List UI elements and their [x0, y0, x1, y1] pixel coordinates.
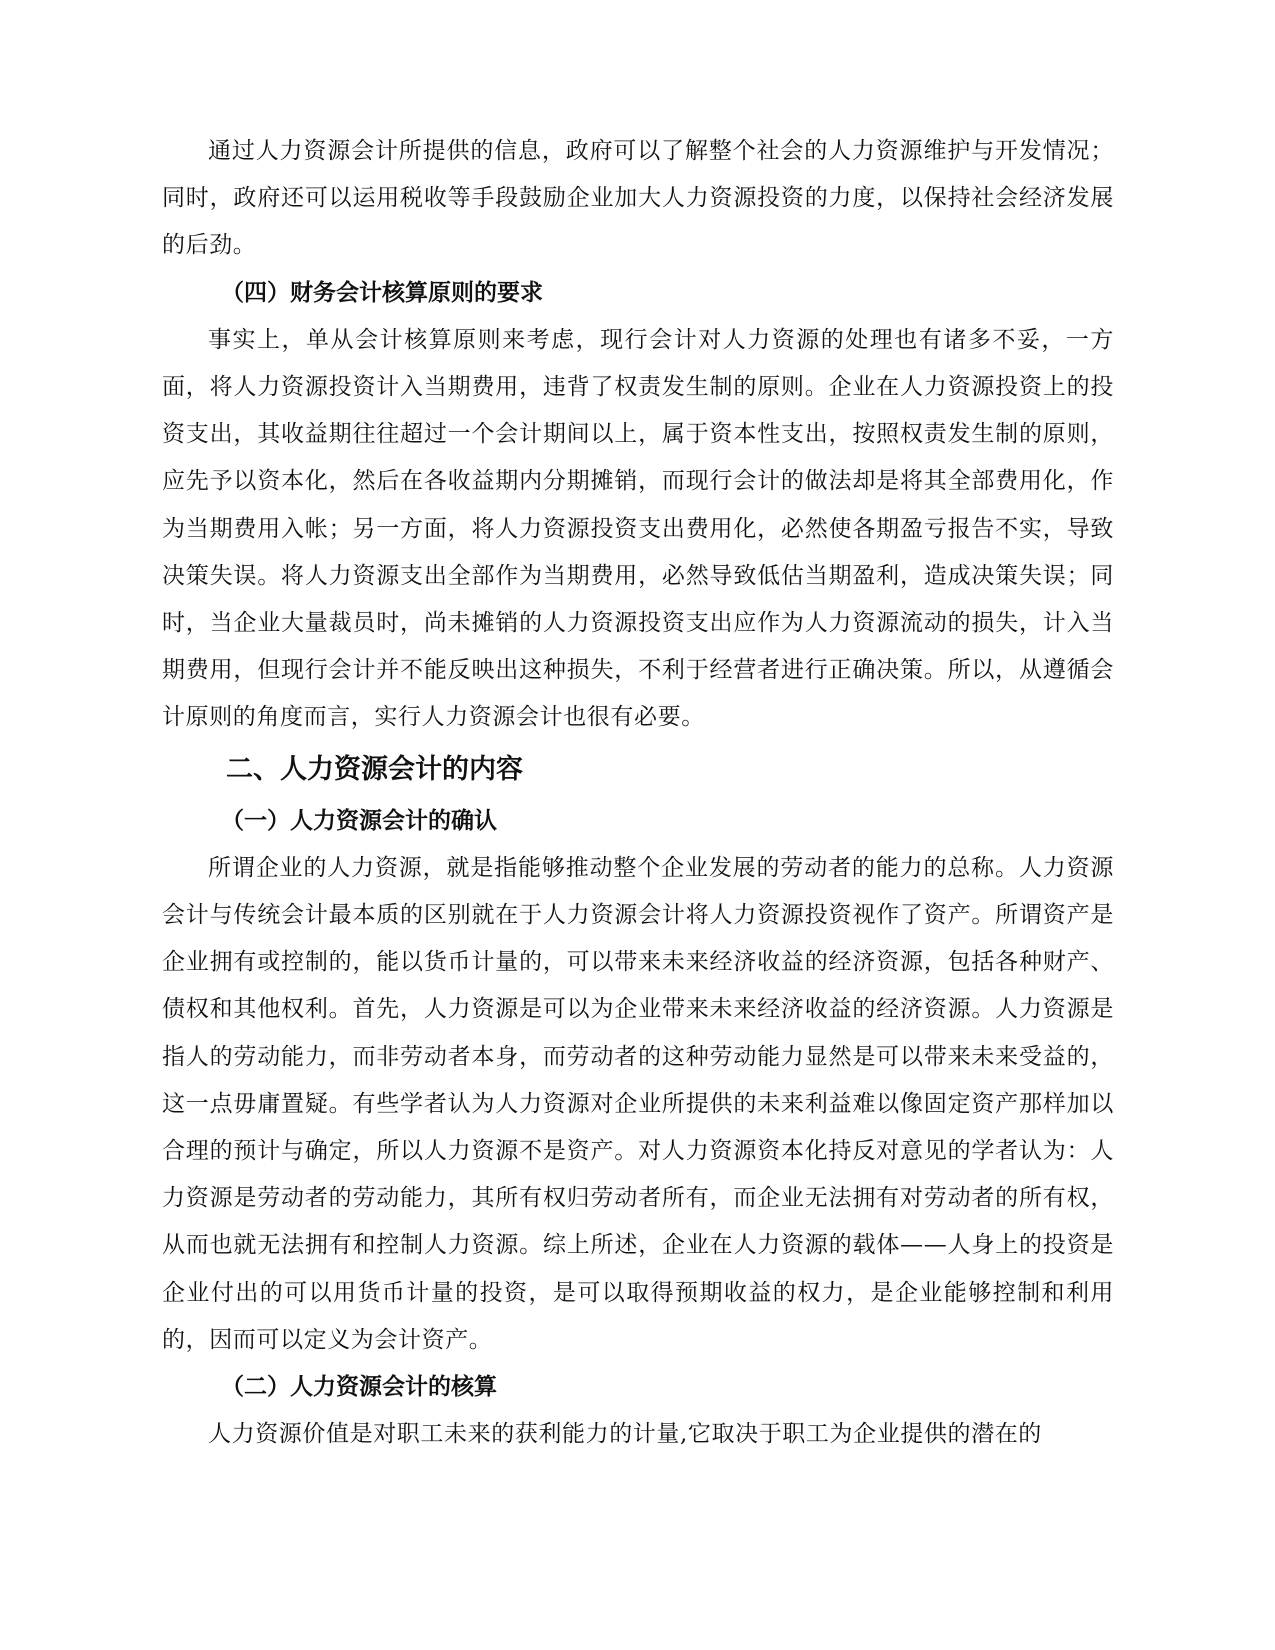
paragraph-accounting-principles: 事实上，单从会计核算原则来考虑，现行会计对人力资源的处理也有诸多不妥，一方面，将人力资源投资计入当期费用，违背了权责发生制的原则。企业在人力资源投资上的投资支出，其收益期往往超过一个会计期间以上，属于资本性支出，按照权责发生制的原则，应先予以资本化，然后在各收益期内分期摊销，而现行会计的做法却是将其全部费用化，作为当期费用入帐；另一方面，将人力资源投资支出费用化，必然使各期盈亏报告不实，导致决策失误。将人力资源支出全部作为当期费用，必然导致低估当期盈利，造成决策失误；同时，当企业大量裁员时，尚未摊销的人力资源投资支出应作为人力资源流动的损失，计入当期费用，但现行会计并不能反映出这种损失，不利于经营者进行正确决策。所以，从遵循会计原则的角度而言，实行人力资源会计也很有必要。	[162, 326, 1114, 731]
section-heading-accounting-principles: （四）财务会计核算原则的要求	[221, 279, 543, 306]
section-heading-recognition: （一）人力资源会计的确认	[221, 807, 497, 834]
chapter-heading-hr-accounting-content: 二、人力资源会计的内容	[226, 753, 523, 785]
paragraph-hr-value: 人力资源价值是对职工未来的获利能力的计量,它取决于职工为企业提供的潜在的	[208, 1421, 1042, 1448]
section-heading-accounting: （二）人力资源会计的核算	[221, 1374, 497, 1401]
paragraph-recognition: 所谓企业的人力资源，就是指能够推动整个企业发展的劳动者的能力的总称。人力资源会计与传统会计最本质的区别就在于人力资源会计将人力资源投资视作了资产。所谓资产是企业拥有或控制的，能以货币计量的，可以带来未来经济收益的经济资源，包括各种财产、债权和其他权利。首先，人力资源是可以为企业带来未来经济收益的经济资源。人力资源是指人的劳动能力，而非劳动者本身，而劳动者的这种劳动能力显然是可以带来未来受益的，这一点毋庸置疑。有些学者认为人力资源对企业所提供的未来利益难以像固定资产那样加以合理的预计与确定，所以人力资源不是资产。对人力资源资本化持反对意见的学者认为：人力资源是劳动者的劳动能力，其所有权归劳动者所有，而企业无法拥有对劳动者的所有权，从而也就无法拥有和控制人力资源。综上所述，企业在人力资源的载体——人身上的投资是企业付出的可以用货币计量的投资，是可以取得预期收益的权力，是企业能够控制和利用的，因而可以定义为会计资产。	[162, 854, 1114, 1353]
paragraph-government-info: 通过人力资源会计所提供的信息，政府可以了解整个社会的人力资源维护与开发情况；同时，政府还可以运用税收等手段鼓励企业加大人力资源投资的力度，以保持社会经济发展的后劲。	[162, 138, 1114, 259]
document-body	[162, 128, 1114, 1458]
